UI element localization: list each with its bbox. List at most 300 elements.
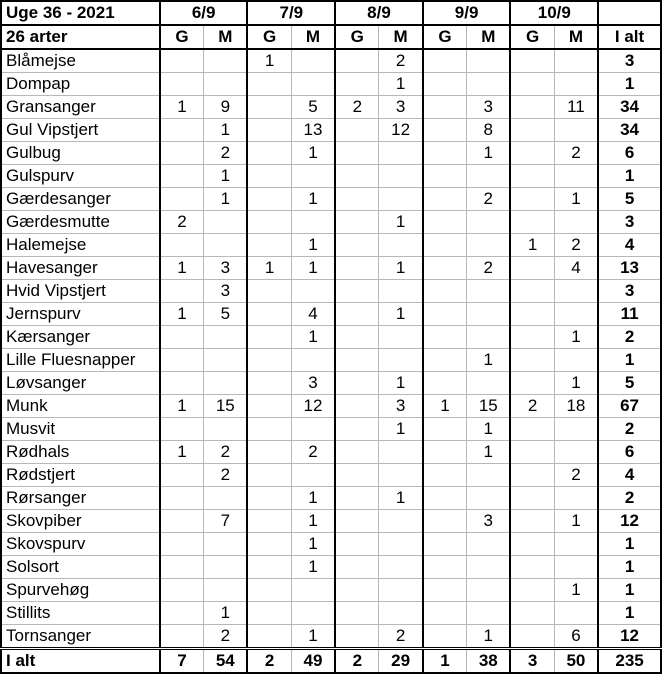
count-cell-m[interactable] — [379, 556, 423, 579]
sub-header-g[interactable]: G — [160, 25, 204, 49]
count-cell-g[interactable] — [335, 579, 379, 602]
count-cell-g[interactable] — [510, 464, 554, 487]
count-cell-g[interactable] — [160, 349, 204, 372]
count-cell-m[interactable]: 1 — [291, 326, 335, 349]
day-total-g[interactable]: 2 — [247, 649, 291, 674]
count-cell-m[interactable]: 2 — [379, 625, 423, 649]
count-cell-m[interactable] — [554, 73, 598, 96]
count-cell-g[interactable] — [160, 119, 204, 142]
species-name-cell[interactable]: Gransanger — [1, 96, 160, 119]
count-cell-g[interactable] — [335, 625, 379, 649]
count-cell-g[interactable] — [247, 510, 291, 533]
total-header[interactable]: I alt — [598, 25, 661, 49]
count-cell-g[interactable]: 1 — [160, 96, 204, 119]
week-title-cell[interactable]: Uge 36 - 2021 — [1, 1, 160, 25]
count-cell-m[interactable] — [467, 49, 511, 73]
species-name-cell[interactable]: Lille Fluesnapper — [1, 349, 160, 372]
count-cell-m[interactable]: 1 — [554, 579, 598, 602]
count-cell-m[interactable] — [467, 303, 511, 326]
count-cell-g[interactable]: 1 — [160, 441, 204, 464]
count-cell-m[interactable] — [204, 234, 248, 257]
count-cell-m[interactable] — [291, 211, 335, 234]
count-cell-g[interactable] — [335, 464, 379, 487]
count-cell-g[interactable] — [335, 349, 379, 372]
count-cell-g[interactable] — [510, 73, 554, 96]
count-cell-g[interactable] — [160, 73, 204, 96]
count-cell-m[interactable] — [379, 602, 423, 625]
species-total-cell[interactable]: 1 — [598, 602, 661, 625]
species-name-cell[interactable]: Skovspurv — [1, 533, 160, 556]
count-cell-m[interactable] — [554, 441, 598, 464]
count-cell-g[interactable] — [335, 418, 379, 441]
species-total-cell[interactable]: 1 — [598, 556, 661, 579]
count-cell-m[interactable] — [379, 326, 423, 349]
count-cell-m[interactable]: 1 — [291, 510, 335, 533]
day-total-m[interactable]: 50 — [554, 649, 598, 674]
count-cell-g[interactable] — [423, 625, 467, 649]
day-total-m[interactable]: 38 — [467, 649, 511, 674]
count-cell-m[interactable]: 1 — [291, 556, 335, 579]
count-cell-m[interactable] — [291, 602, 335, 625]
day-total-g[interactable]: 2 — [335, 649, 379, 674]
count-cell-m[interactable]: 1 — [291, 234, 335, 257]
count-cell-m[interactable] — [554, 349, 598, 372]
species-total-cell[interactable]: 2 — [598, 326, 661, 349]
species-total-cell[interactable]: 2 — [598, 487, 661, 510]
count-cell-g[interactable]: 2 — [510, 395, 554, 418]
count-cell-g[interactable] — [160, 533, 204, 556]
count-cell-m[interactable] — [291, 73, 335, 96]
count-cell-g[interactable] — [510, 303, 554, 326]
count-cell-g[interactable] — [247, 556, 291, 579]
count-cell-m[interactable]: 2 — [291, 441, 335, 464]
count-cell-m[interactable]: 3 — [467, 510, 511, 533]
count-cell-m[interactable] — [204, 556, 248, 579]
species-total-cell[interactable]: 1 — [598, 579, 661, 602]
count-cell-g[interactable] — [160, 487, 204, 510]
count-cell-m[interactable] — [554, 211, 598, 234]
count-cell-m[interactable] — [379, 510, 423, 533]
count-cell-m[interactable] — [467, 326, 511, 349]
count-cell-m[interactable]: 5 — [291, 96, 335, 119]
day-total-g[interactable]: 7 — [160, 649, 204, 674]
count-cell-g[interactable] — [160, 602, 204, 625]
count-cell-m[interactable] — [379, 165, 423, 188]
count-cell-m[interactable] — [204, 349, 248, 372]
count-cell-g[interactable] — [423, 579, 467, 602]
species-name-cell[interactable]: Solsort — [1, 556, 160, 579]
count-cell-g[interactable] — [160, 625, 204, 649]
species-name-cell[interactable]: Halemejse — [1, 234, 160, 257]
count-cell-m[interactable] — [291, 165, 335, 188]
count-cell-m[interactable] — [554, 418, 598, 441]
count-cell-m[interactable]: 1 — [204, 188, 248, 211]
count-cell-m[interactable]: 1 — [204, 119, 248, 142]
count-cell-m[interactable]: 1 — [291, 487, 335, 510]
species-name-cell[interactable]: Skovpiber — [1, 510, 160, 533]
species-name-cell[interactable]: Blåmejse — [1, 49, 160, 73]
count-cell-g[interactable] — [335, 188, 379, 211]
count-cell-m[interactable]: 2 — [554, 234, 598, 257]
count-cell-g[interactable] — [247, 533, 291, 556]
count-cell-g[interactable] — [335, 142, 379, 165]
count-cell-g[interactable] — [335, 602, 379, 625]
count-cell-g[interactable] — [247, 142, 291, 165]
species-total-cell[interactable]: 67 — [598, 395, 661, 418]
count-cell-m[interactable] — [554, 487, 598, 510]
count-cell-g[interactable] — [247, 395, 291, 418]
count-cell-m[interactable] — [204, 326, 248, 349]
count-cell-m[interactable]: 4 — [554, 257, 598, 280]
species-name-cell[interactable]: Musvit — [1, 418, 160, 441]
count-cell-g[interactable] — [247, 211, 291, 234]
count-cell-g[interactable] — [160, 372, 204, 395]
count-cell-m[interactable]: 15 — [467, 395, 511, 418]
count-cell-g[interactable] — [247, 165, 291, 188]
count-cell-m[interactable]: 1 — [204, 165, 248, 188]
count-cell-g[interactable]: 1 — [160, 395, 204, 418]
species-total-cell[interactable]: 3 — [598, 211, 661, 234]
count-cell-g[interactable]: 1 — [423, 395, 467, 418]
count-cell-g[interactable] — [335, 487, 379, 510]
count-cell-m[interactable] — [554, 165, 598, 188]
count-cell-m[interactable]: 9 — [204, 96, 248, 119]
count-cell-g[interactable] — [423, 441, 467, 464]
count-cell-g[interactable] — [160, 188, 204, 211]
count-cell-g[interactable] — [247, 119, 291, 142]
count-cell-m[interactable]: 1 — [204, 602, 248, 625]
count-cell-g[interactable] — [510, 349, 554, 372]
count-cell-g[interactable] — [160, 418, 204, 441]
species-count-header[interactable]: 26 arter — [1, 25, 160, 49]
species-total-cell[interactable]: 13 — [598, 257, 661, 280]
count-cell-g[interactable]: 1 — [510, 234, 554, 257]
species-total-cell[interactable]: 4 — [598, 464, 661, 487]
count-cell-g[interactable] — [335, 234, 379, 257]
count-cell-m[interactable] — [467, 280, 511, 303]
count-cell-m[interactable] — [467, 487, 511, 510]
count-cell-g[interactable] — [335, 211, 379, 234]
count-cell-g[interactable] — [423, 119, 467, 142]
species-total-cell[interactable]: 4 — [598, 234, 661, 257]
species-total-cell[interactable]: 34 — [598, 119, 661, 142]
sub-header-m[interactable]: M — [379, 25, 423, 49]
count-cell-g[interactable] — [423, 464, 467, 487]
count-cell-m[interactable]: 6 — [554, 625, 598, 649]
count-cell-g[interactable] — [335, 556, 379, 579]
count-cell-m[interactable] — [379, 234, 423, 257]
count-cell-g[interactable]: 1 — [247, 49, 291, 73]
species-total-cell[interactable]: 1 — [598, 349, 661, 372]
sub-header-m[interactable]: M — [291, 25, 335, 49]
count-cell-g[interactable] — [510, 257, 554, 280]
count-cell-g[interactable] — [510, 625, 554, 649]
count-cell-g[interactable] — [335, 119, 379, 142]
count-cell-g[interactable] — [335, 372, 379, 395]
grand-total-cell[interactable]: 235 — [598, 649, 661, 674]
count-cell-g[interactable] — [423, 349, 467, 372]
count-cell-m[interactable] — [204, 579, 248, 602]
count-cell-m[interactable]: 1 — [467, 418, 511, 441]
count-cell-g[interactable] — [160, 556, 204, 579]
species-name-cell[interactable]: Dompap — [1, 73, 160, 96]
count-cell-g[interactable] — [423, 211, 467, 234]
species-name-cell[interactable]: Løvsanger — [1, 372, 160, 395]
count-cell-m[interactable]: 2 — [204, 625, 248, 649]
count-cell-g[interactable] — [335, 165, 379, 188]
count-cell-m[interactable]: 3 — [291, 372, 335, 395]
count-cell-g[interactable]: 1 — [247, 257, 291, 280]
count-cell-m[interactable]: 18 — [554, 395, 598, 418]
count-cell-g[interactable] — [510, 418, 554, 441]
count-cell-g[interactable] — [247, 326, 291, 349]
date-header-6-9[interactable]: 6/9 — [160, 1, 248, 25]
count-cell-m[interactable] — [554, 602, 598, 625]
count-cell-m[interactable] — [291, 418, 335, 441]
count-cell-m[interactable]: 15 — [204, 395, 248, 418]
species-name-cell[interactable]: Gulspurv — [1, 165, 160, 188]
sub-header-g[interactable]: G — [335, 25, 379, 49]
count-cell-g[interactable] — [247, 188, 291, 211]
count-cell-g[interactable] — [247, 464, 291, 487]
count-cell-m[interactable] — [467, 234, 511, 257]
count-cell-m[interactable]: 1 — [291, 188, 335, 211]
count-cell-g[interactable] — [335, 510, 379, 533]
count-cell-m[interactable] — [467, 579, 511, 602]
count-cell-g[interactable] — [510, 510, 554, 533]
count-cell-g[interactable] — [423, 487, 467, 510]
count-cell-m[interactable]: 1 — [379, 372, 423, 395]
day-total-g[interactable]: 1 — [423, 649, 467, 674]
count-cell-g[interactable] — [423, 96, 467, 119]
species-name-cell[interactable]: Havesanger — [1, 257, 160, 280]
count-cell-g[interactable] — [423, 49, 467, 73]
count-cell-g[interactable] — [510, 142, 554, 165]
count-cell-g[interactable] — [335, 73, 379, 96]
count-cell-g[interactable] — [160, 464, 204, 487]
count-cell-g[interactable] — [247, 418, 291, 441]
count-cell-m[interactable] — [379, 349, 423, 372]
count-cell-g[interactable] — [423, 372, 467, 395]
count-cell-m[interactable]: 1 — [554, 372, 598, 395]
species-total-cell[interactable]: 11 — [598, 303, 661, 326]
count-cell-m[interactable]: 2 — [204, 464, 248, 487]
day-total-m[interactable]: 29 — [379, 649, 423, 674]
count-cell-g[interactable] — [423, 510, 467, 533]
count-cell-g[interactable] — [510, 326, 554, 349]
species-name-cell[interactable]: Hvid Vipstjert — [1, 280, 160, 303]
count-cell-m[interactable] — [467, 533, 511, 556]
count-cell-g[interactable]: 1 — [160, 257, 204, 280]
count-cell-m[interactable] — [291, 349, 335, 372]
count-cell-g[interactable] — [247, 280, 291, 303]
species-total-cell[interactable]: 5 — [598, 188, 661, 211]
species-total-cell[interactable]: 5 — [598, 372, 661, 395]
count-cell-m[interactable] — [554, 280, 598, 303]
count-cell-g[interactable] — [423, 602, 467, 625]
date-header-7-9[interactable]: 7/9 — [247, 1, 335, 25]
count-cell-m[interactable]: 1 — [467, 625, 511, 649]
count-cell-m[interactable] — [467, 165, 511, 188]
count-cell-m[interactable] — [467, 556, 511, 579]
count-cell-g[interactable] — [247, 602, 291, 625]
count-cell-g[interactable] — [335, 257, 379, 280]
count-cell-m[interactable] — [379, 533, 423, 556]
count-cell-g[interactable] — [335, 326, 379, 349]
species-total-cell[interactable]: 12 — [598, 625, 661, 649]
count-cell-m[interactable] — [291, 49, 335, 73]
count-cell-m[interactable] — [379, 579, 423, 602]
count-cell-m[interactable] — [291, 464, 335, 487]
count-cell-m[interactable]: 1 — [467, 349, 511, 372]
count-cell-g[interactable] — [423, 326, 467, 349]
count-cell-g[interactable] — [335, 303, 379, 326]
count-cell-g[interactable] — [510, 165, 554, 188]
count-cell-m[interactable] — [554, 119, 598, 142]
count-cell-m[interactable] — [204, 418, 248, 441]
count-cell-m[interactable]: 1 — [467, 441, 511, 464]
count-cell-g[interactable]: 1 — [160, 303, 204, 326]
count-cell-m[interactable]: 1 — [379, 73, 423, 96]
count-cell-m[interactable]: 1 — [291, 625, 335, 649]
species-name-cell[interactable]: Kærsanger — [1, 326, 160, 349]
count-cell-m[interactable]: 1 — [554, 188, 598, 211]
species-total-cell[interactable]: 12 — [598, 510, 661, 533]
count-cell-m[interactable]: 2 — [204, 142, 248, 165]
count-cell-m[interactable] — [204, 73, 248, 96]
count-cell-g[interactable] — [510, 211, 554, 234]
count-cell-m[interactable]: 1 — [291, 533, 335, 556]
sub-header-m[interactable]: M — [554, 25, 598, 49]
count-cell-m[interactable]: 1 — [379, 303, 423, 326]
count-cell-m[interactable]: 2 — [467, 257, 511, 280]
count-cell-g[interactable] — [247, 349, 291, 372]
count-cell-g[interactable]: 2 — [160, 211, 204, 234]
species-name-cell[interactable]: Stillits — [1, 602, 160, 625]
count-cell-m[interactable]: 1 — [379, 418, 423, 441]
count-cell-m[interactable]: 2 — [379, 49, 423, 73]
count-cell-m[interactable]: 12 — [291, 395, 335, 418]
day-total-g[interactable]: 3 — [510, 649, 554, 674]
count-cell-g[interactable] — [160, 280, 204, 303]
species-total-cell[interactable]: 2 — [598, 418, 661, 441]
count-cell-g[interactable] — [247, 441, 291, 464]
sub-header-m[interactable]: M — [467, 25, 511, 49]
count-cell-g[interactable] — [247, 625, 291, 649]
species-total-cell[interactable]: 3 — [598, 280, 661, 303]
count-cell-m[interactable]: 2 — [204, 441, 248, 464]
count-cell-g[interactable] — [510, 533, 554, 556]
count-cell-m[interactable] — [467, 464, 511, 487]
count-cell-m[interactable] — [204, 372, 248, 395]
species-name-cell[interactable]: Gul Vipstjert — [1, 119, 160, 142]
count-cell-g[interactable] — [423, 73, 467, 96]
count-cell-m[interactable] — [467, 372, 511, 395]
count-cell-m[interactable]: 3 — [204, 257, 248, 280]
count-cell-g[interactable] — [247, 96, 291, 119]
species-name-cell[interactable]: Spurvehøg — [1, 579, 160, 602]
count-cell-g[interactable] — [423, 303, 467, 326]
count-cell-m[interactable]: 1 — [467, 142, 511, 165]
count-cell-g[interactable] — [423, 533, 467, 556]
count-cell-m[interactable]: 1 — [554, 510, 598, 533]
count-cell-g[interactable] — [160, 142, 204, 165]
species-total-cell[interactable]: 6 — [598, 142, 661, 165]
species-name-cell[interactable]: Rødhals — [1, 441, 160, 464]
count-cell-m[interactable] — [204, 49, 248, 73]
count-cell-m[interactable] — [379, 441, 423, 464]
count-cell-g[interactable] — [160, 326, 204, 349]
count-cell-m[interactable] — [467, 73, 511, 96]
species-total-cell[interactable]: 1 — [598, 73, 661, 96]
count-cell-g[interactable] — [510, 188, 554, 211]
count-cell-m[interactable]: 12 — [379, 119, 423, 142]
count-cell-m[interactable] — [379, 280, 423, 303]
day-total-m[interactable]: 54 — [204, 649, 248, 674]
count-cell-g[interactable] — [510, 49, 554, 73]
count-cell-g[interactable] — [510, 602, 554, 625]
species-name-cell[interactable]: Tornsanger — [1, 625, 160, 649]
count-cell-m[interactable] — [379, 142, 423, 165]
species-total-cell[interactable]: 34 — [598, 96, 661, 119]
species-total-cell[interactable]: 1 — [598, 533, 661, 556]
count-cell-m[interactable] — [204, 533, 248, 556]
count-cell-m[interactable]: 4 — [291, 303, 335, 326]
sub-header-g[interactable]: G — [423, 25, 467, 49]
count-cell-g[interactable] — [247, 487, 291, 510]
date-header-10-9[interactable]: 10/9 — [510, 1, 598, 25]
count-cell-m[interactable] — [467, 211, 511, 234]
count-cell-m[interactable] — [204, 211, 248, 234]
count-cell-m[interactable] — [379, 188, 423, 211]
species-name-cell[interactable]: Gærdesmutte — [1, 211, 160, 234]
species-total-cell[interactable]: 6 — [598, 441, 661, 464]
count-cell-g[interactable] — [423, 142, 467, 165]
count-cell-g[interactable] — [335, 395, 379, 418]
count-cell-g[interactable] — [510, 579, 554, 602]
count-cell-g[interactable]: 2 — [335, 96, 379, 119]
count-cell-m[interactable]: 13 — [291, 119, 335, 142]
count-cell-m[interactable]: 3 — [204, 280, 248, 303]
count-cell-g[interactable] — [510, 119, 554, 142]
count-cell-m[interactable] — [554, 533, 598, 556]
count-cell-g[interactable] — [335, 533, 379, 556]
sub-header-g[interactable]: G — [247, 25, 291, 49]
count-cell-m[interactable] — [554, 303, 598, 326]
count-cell-g[interactable] — [247, 73, 291, 96]
count-cell-g[interactable] — [247, 579, 291, 602]
species-name-cell[interactable]: Gærdesanger — [1, 188, 160, 211]
count-cell-g[interactable] — [510, 96, 554, 119]
count-cell-m[interactable]: 1 — [379, 487, 423, 510]
count-cell-m[interactable]: 8 — [467, 119, 511, 142]
count-cell-g[interactable] — [160, 234, 204, 257]
count-cell-m[interactable]: 3 — [379, 96, 423, 119]
species-name-cell[interactable]: Rørsanger — [1, 487, 160, 510]
count-cell-g[interactable] — [247, 234, 291, 257]
count-cell-g[interactable] — [423, 165, 467, 188]
species-total-cell[interactable]: 1 — [598, 165, 661, 188]
count-cell-m[interactable] — [467, 602, 511, 625]
blank-total-header-cell[interactable] — [598, 1, 661, 25]
count-cell-g[interactable] — [510, 280, 554, 303]
count-cell-g[interactable] — [423, 418, 467, 441]
count-cell-m[interactable]: 2 — [554, 142, 598, 165]
count-cell-m[interactable] — [379, 464, 423, 487]
date-header-8-9[interactable]: 8/9 — [335, 1, 423, 25]
count-cell-g[interactable] — [160, 510, 204, 533]
count-cell-m[interactable]: 11 — [554, 96, 598, 119]
